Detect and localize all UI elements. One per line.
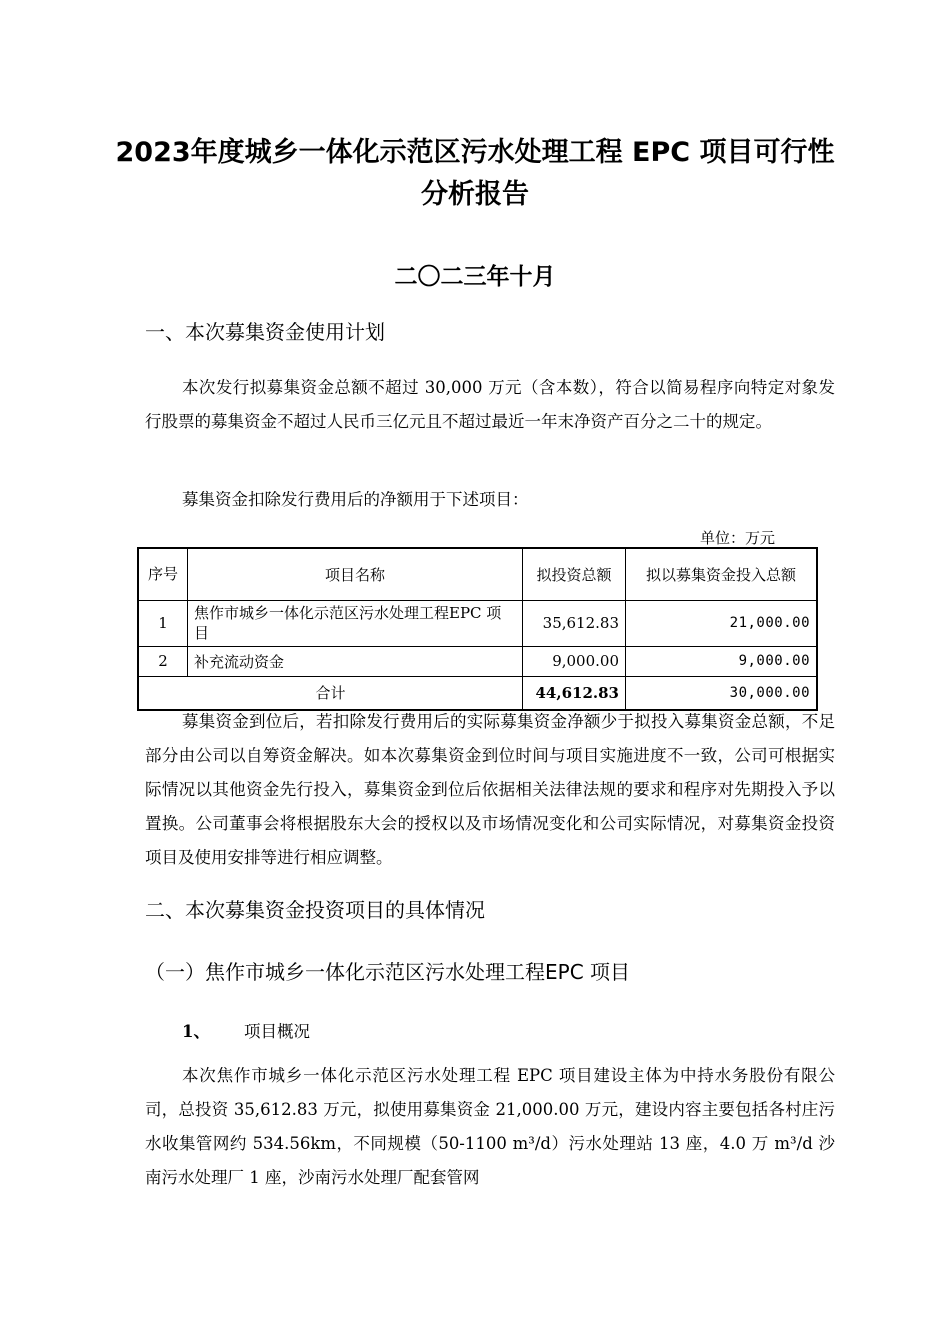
row1-no: 1 <box>138 600 188 646</box>
section2-subheading: （一）焦作市城乡一体化示范区污水处理工程EPC 项目 <box>145 960 631 984</box>
sum-label: 合计 <box>138 676 523 710</box>
row1-total: 35,612.83 <box>523 600 626 646</box>
section1-para2: 募集资金扣除发行费用后的净额用于下述项目： <box>182 490 529 509</box>
section1-heading: 一、本次募集资金使用计划 <box>145 320 385 344</box>
header-no: 序号 <box>138 548 188 600</box>
row2-name: 补充流动资金 <box>188 646 523 676</box>
header-total: 拟投资总额 <box>523 548 626 600</box>
section2-para: 本次焦作市城乡一体化示范区污水处理工程 EPC 项目建设主体为中持水务股份有限公司，总投资 35,612.83 万元，拟使用募集资金 21,000.00 万元，建设内容主要包括各村庄污水收集管网约 534.56km，不同规模（50-1100 m³/d）污水处理站 13 座，4.0 万 m³/d 沙南污水处理厂 1 座，沙南污水处理厂配套管网 <box>145 1066 835 1187</box>
funds-table <box>137 547 818 711</box>
section2-heading: 二、本次募集资金投资项目的具体情况 <box>145 898 485 922</box>
document-title: 2023年度城乡一体化示范区污水处理工程 EPC 项目可行性分析报告 <box>115 137 835 210</box>
header-name: 项目名称 <box>188 548 523 600</box>
table-unit: 单位：万元 <box>700 529 776 547</box>
table-row <box>138 646 817 676</box>
sum-raised: 30,000.00 <box>626 676 818 710</box>
sum-total: 44,612.83 <box>523 676 626 710</box>
row2-raised: 9,000.00 <box>626 646 818 676</box>
section1-para1: 本次发行拟募集资金总额不超过 30,000 万元（含本数），符合以简易程序向特定对象发行股票的募集资金不超过人民币三亿元且不超过最近一年末净资产百分之二十的规定。 <box>145 378 835 431</box>
item-label: 项目概况 <box>244 1022 310 1041</box>
row2-total: 9,000.00 <box>523 646 626 676</box>
document-date: 二〇二三年十月 <box>394 264 556 290</box>
row2-no: 2 <box>138 646 188 676</box>
header-raised: 拟以募集资金投入总额 <box>626 548 818 600</box>
row1-raised: 21,000.00 <box>626 600 818 646</box>
section1-para3: 募集资金到位后，若扣除发行费用后的实际募集资金净额少于拟投入募集资金总额，不足部分由公司以自筹资金解决。如本次募集资金到位时间与项目实施进度不一致，公司可根据实际情况以其他资金先行投入，募集资金到位后依据相关法律法规的要求和程序对先期投入予以置换。公司董事会将根据股东大会的授权以及市场情况变化和公司实际情况，对募集资金投资项目及使用安排等进行相应调整。 <box>145 712 835 867</box>
table-row <box>138 600 817 646</box>
table-header-row <box>138 548 817 600</box>
item-number: 1、 <box>182 1022 210 1041</box>
row1-name: 焦作市城乡一体化示范区污水处理工程EPC 项目 <box>188 600 523 646</box>
